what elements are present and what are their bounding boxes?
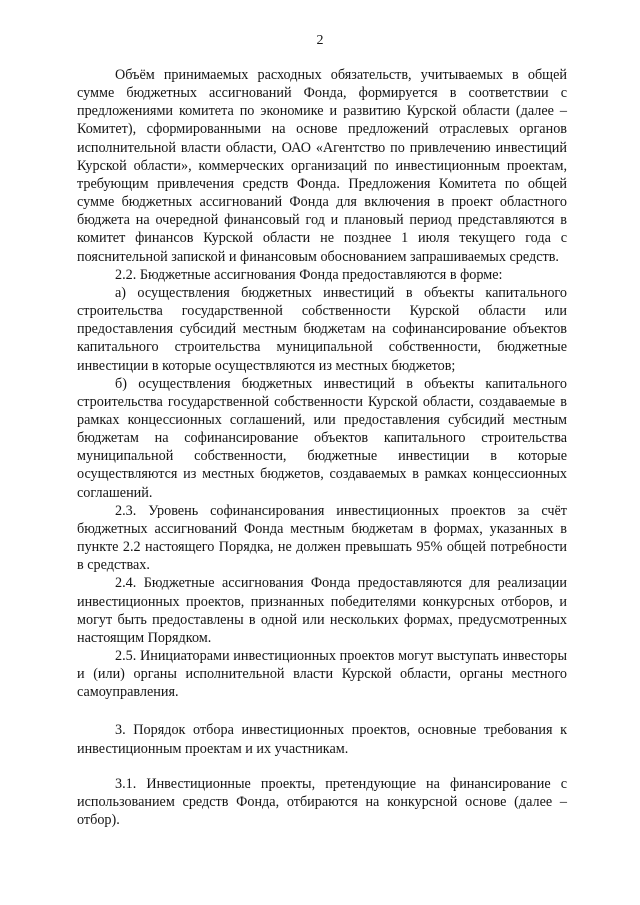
paragraph-2-5: 2.5. Инициаторами инвестиционных проектов могут выступать инвесторы и (или) органы исполнительной власти Курской области, органы местного самоуправления. xyxy=(77,648,567,701)
paragraph-2-4: 2.4. Бюджетные ассигнования Фонда предоставляются для реализации инвестиционных проектов, признанных победителями конкурсных отборов, и могут быть предоставлены в одной или нескольких формах, предусмотренных настоящим Порядком. xyxy=(77,575,567,646)
paragraph-2-2: 2.2. Бюджетные ассигнования Фонда предоставляются в форме: xyxy=(115,266,503,283)
paragraph-2-2-b: б) осуществления бюджетных инвестиций в объекты капитального строительства государственной собственности Курской области, создаваемые в рамках концессионных соглашений, или предоставления субсидий местным бюджетам на софинансирование объектов капитального строительства муниципальной собственности, бюджетные инвестиции в которые осуществляются из местных бюджетов, создаваемых в рамках концессионных соглашений. xyxy=(77,375,567,501)
paragraph-budget-obligations: Объём принимаемых расходных обязательств, учитываемых в общей сумме бюджетных ассигнований Фонда, формируется в соответствии с предложениями комитета по экономике и развитию Курской области (далее – Комитет), сформированными на основе предложений отраслевых органов исполнительной власти области, ОАО «Агентство по привлечению инвестиций Курской области», коммерческих организаций по инвестиционным проектам, требующим привлечения средств Фонда. Предложения Комитета по общей сумме бюджетных ассигнований Фонда для включения в проект областного бюджета на очередной финансовый год и плановый период представляются в комитет финансов Курской области не позднее 1 июля текущего года с пояснительной запиской и финансовым обоснованием запрашиваемых средств. xyxy=(77,67,567,265)
page-number: 2 xyxy=(316,33,324,48)
document-body xyxy=(77,66,567,829)
section-3-heading: 3. Порядок отбора инвестиционных проектов, основные требования к инвестиционным проектам и их участникам. xyxy=(77,722,567,757)
paragraph-2-3: 2.3. Уровень софинансирования инвестиционных проектов за счёт бюджетных ассигнований Фонда местным бюджетам в формах, указанных в пункте 2.2 настоящего Порядка, не должен превышать 95% общей потребности в средствах. xyxy=(77,502,567,574)
paragraph-2-2-a: а) осуществления бюджетных инвестиций в объекты капитального строительства государственной собственности Курской области или предоставления субсидий местным бюджетам на софинансирование объектов капитального строительства муниципальной собственности, бюджетные инвестиции в которые осуществляются из местных бюджетов; xyxy=(77,284,567,374)
paragraph-3-1: 3.1. Инвестиционные проекты, претендующие на финансирование с использованием средств Фонда, отбираются на конкурсной основе (далее – отбор). xyxy=(77,775,567,829)
